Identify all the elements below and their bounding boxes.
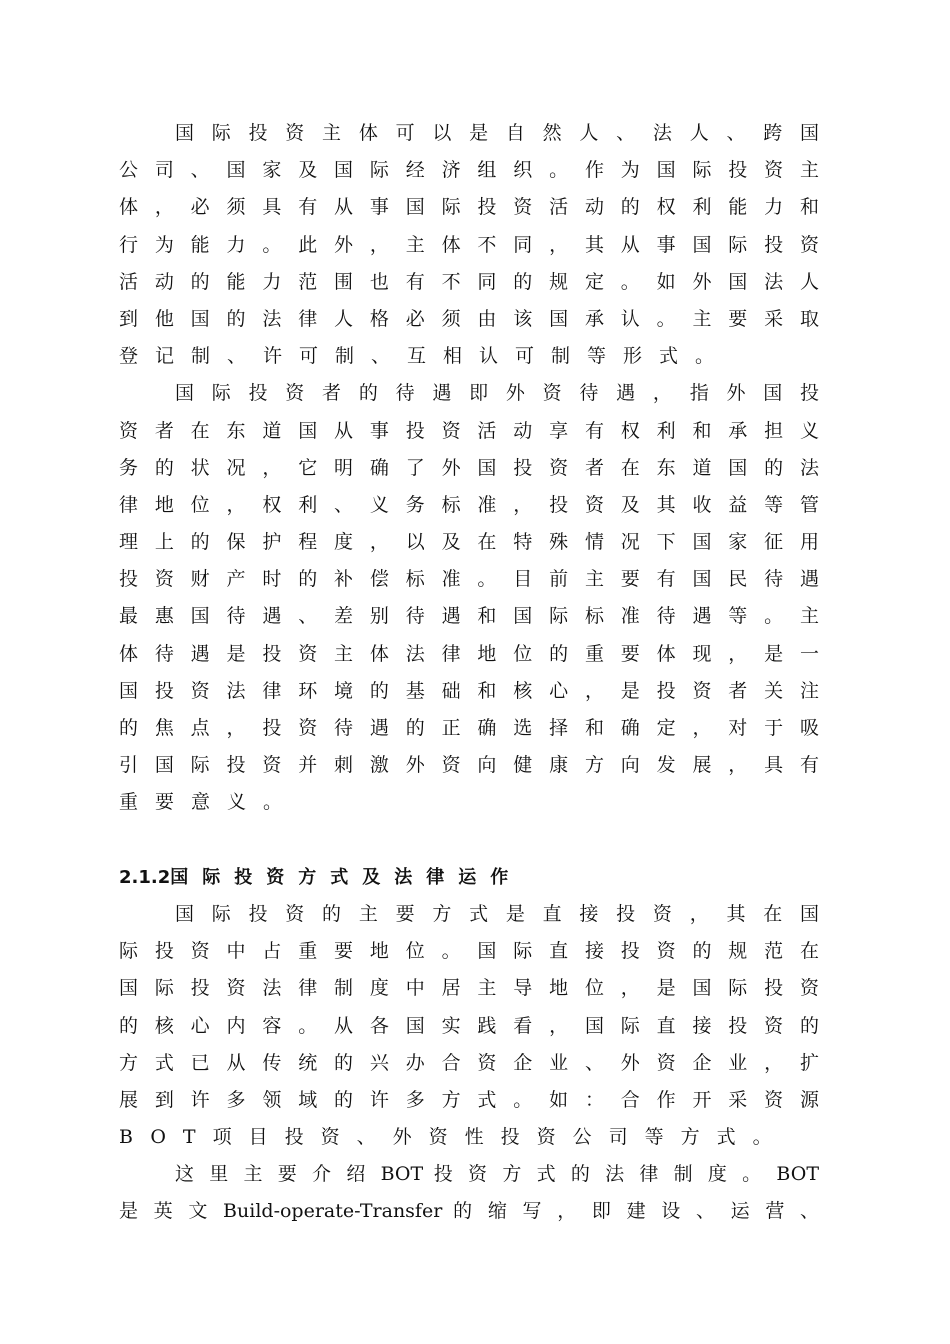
text-line	[119, 1156, 819, 1193]
text-line	[119, 636, 819, 673]
text-line	[119, 1045, 819, 1082]
text-line-content: 国 际 投 资 者 的 待 遇 即 外 资 待 遇 ， 指 外 国 投	[175, 382, 819, 405]
text-line	[119, 673, 819, 710]
text-line	[119, 896, 819, 933]
text-line-content: 这 里 主 要 介 绍 BOT 投 资 方 式 的 法 律 制 度 。 BOT	[175, 1163, 819, 1186]
text-line	[119, 1008, 819, 1045]
document-body	[119, 115, 819, 1231]
section-title: 国际投资方式及法律运作	[170, 866, 523, 888]
text-line-content: 际 投 资 中 占 重 要 地 位 。 国 际 直 接 投 资 的 规 范 在	[119, 940, 819, 963]
text-line-content: 公 司 、 国 家 及 国 际 经 济 组 织 。 作 为 国 际 投 资 主	[119, 159, 819, 182]
text-line-content: 国 际 投 资 的 主 要 方 式 是 直 接 投 资 ， 其 在 国	[175, 902, 819, 925]
text-line-content: 到 他 国 的 法 律 人 格 必 须 由 该 国 承 认 。 主 要 采 取	[119, 307, 819, 330]
text-line	[119, 450, 819, 487]
text-line	[119, 115, 819, 152]
text-line-content: 国 际 投 资 主 体 可 以 是 自 然 人 、 法 人 、 跨 国	[175, 122, 819, 144]
text-line-content: 务 的 状 况 ， 它 明 确 了 外 国 投 资 者 在 东 道 国 的 法	[119, 456, 819, 479]
text-line-content: 国 际 投 资 法 律 制 度 中 居 主 导 地 位 ， 是 国 际 投 资	[119, 977, 819, 1000]
text-line-content: 体 待 遇 是 投 资 主 体 法 律 地 位 的 重 要 体 现 ， 是 一	[119, 642, 819, 665]
section-number: 2.1.2	[119, 866, 171, 888]
text-line	[119, 933, 819, 970]
text-line-content: BOT项目投资、外资性投资公司等方式。	[119, 1126, 789, 1149]
text-line	[119, 1119, 819, 1156]
text-line-content: 引 国 际 投 资 并 刺 激 外 资 向 健 康 方 向 发 展 ， 具 有	[119, 754, 819, 777]
text-line	[119, 301, 819, 338]
text-line-content: 方 式 已 从 传 统 的 兴 办 合 资 企 业 、 外 资 企 业 ， 扩	[119, 1051, 819, 1074]
text-line-content: 重要意义。	[119, 791, 300, 814]
text-line	[119, 375, 819, 412]
text-line	[119, 227, 819, 264]
text-line-content: 展 到 许 多 领 域 的 许 多 方 式 。 如 ： 合 作 开 采 资 源	[119, 1088, 819, 1111]
text-line-content: 是 英 文 Build-operate-Transfer 的 缩 写 ， 即 建 设 、 运 营 、	[119, 1200, 819, 1223]
text-line-content: 投 资 财 产 时 的 补 偿 标 准 。 目 前 主 要 有 国 民 待 遇	[119, 568, 819, 591]
text-line	[119, 264, 819, 301]
text-line	[119, 338, 819, 375]
text-line	[119, 747, 819, 784]
text-line	[119, 1193, 819, 1230]
text-line-content: 理 上 的 保 护 程 度 ， 以 及 在 特 殊 情 况 下 国 家 征 用	[119, 531, 819, 554]
text-line	[119, 1082, 819, 1119]
text-line-content: 最 惠 国 待 遇 、 差 别 待 遇 和 国 际 标 准 待 遇 等 。 主	[119, 605, 819, 628]
section-heading	[119, 859, 819, 896]
text-line-content: 登记制、许可制、互相认可制等形式。	[119, 345, 732, 368]
text-line-content: 律 地 位 ， 权 利 、 义 务 标 准 ， 投 资 及 其 收 益 等 管	[119, 493, 819, 516]
text-line	[119, 524, 819, 561]
text-line-content: 体 ， 必 须 具 有 从 事 国 际 投 资 活 动 的 权 利 能 力 和	[119, 196, 819, 219]
text-line-content: 的 焦 点 ， 投 资 待 遇 的 正 确 选 择 和 确 定 ， 对 于 吸	[119, 717, 819, 739]
text-line-content: 资 者 在 东 道 国 从 事 投 资 活 动 享 有 权 利 和 承 担 义	[119, 419, 819, 442]
text-line	[119, 710, 819, 747]
text-line	[119, 970, 819, 1007]
text-line	[119, 152, 819, 189]
text-line	[119, 598, 819, 635]
text-line-content: 国 投 资 法 律 环 境 的 基 础 和 核 心 ， 是 投 资 者 关 注	[119, 679, 819, 702]
text-line	[119, 561, 819, 598]
text-line	[119, 189, 819, 226]
text-line	[119, 487, 819, 524]
text-line-content: 行 为 能 力 。 此 外 ， 主 体 不 同 ， 其 从 事 国 际 投 资	[119, 233, 819, 256]
section-spacer	[119, 822, 819, 859]
paragraph-group-investment-methods	[119, 896, 819, 1231]
text-line	[119, 413, 819, 450]
text-line	[119, 784, 819, 821]
text-line-content: 的 核 心 内 容 。 从 各 国 实 践 看 ， 国 际 直 接 投 资 的	[119, 1014, 819, 1037]
text-line-content: 活 动 的 能 力 范 围 也 有 不 同 的 规 定 。 如 外 国 法 人	[119, 270, 819, 293]
paragraph-group-investment-subjects	[119, 115, 819, 822]
